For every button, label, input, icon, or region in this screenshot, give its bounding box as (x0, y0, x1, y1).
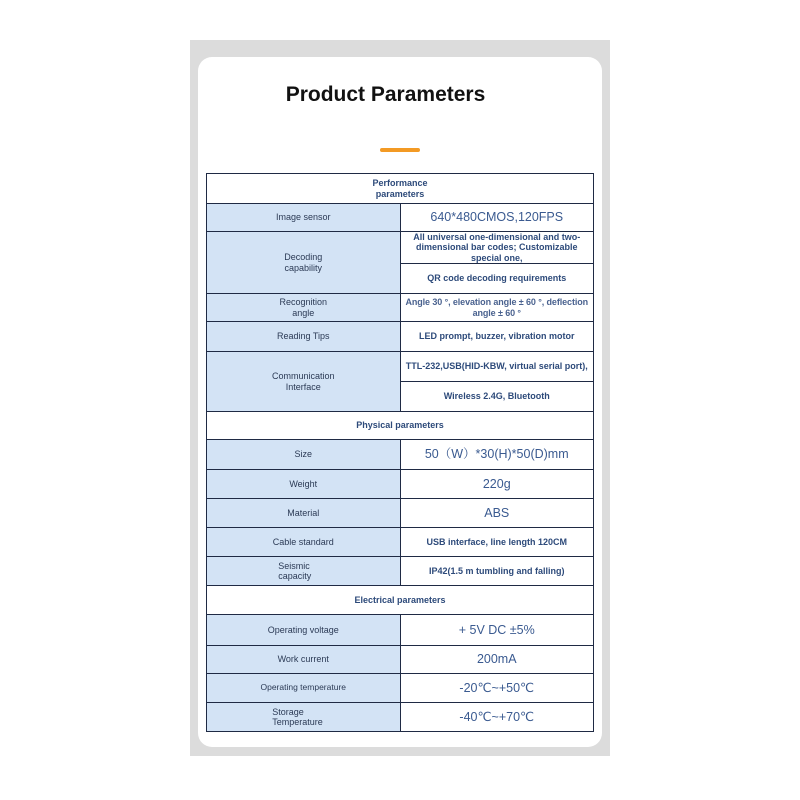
label-seismic-capacity: Seismic capacity (207, 557, 401, 586)
value-storage-temperature: -40℃~+70℃ (400, 703, 594, 732)
label-weight: Weight (207, 470, 401, 499)
table-row (207, 232, 594, 264)
table-row (207, 470, 594, 499)
value-size: 50（W）*30(H)*50(D)mm (400, 440, 594, 470)
value-material: ABS (400, 499, 594, 528)
table-row (207, 294, 594, 322)
section-header-performance: Performance parameters (207, 174, 594, 204)
value-operating-voltage: + 5V DC ±5% (400, 615, 594, 646)
table-row (207, 322, 594, 352)
label-communication-interface: Communication Interface (207, 352, 401, 412)
title-underline-accent (380, 148, 420, 152)
label-cable-standard: Cable standard (207, 528, 401, 557)
value-communication-line-1: TTL-232,USB(HID-KBW, virtual serial port), (400, 352, 594, 382)
table-row (207, 615, 594, 646)
value-cable-standard: USB interface, line length 120CM (400, 528, 594, 557)
label-storage-temperature: Storage Temperature (207, 703, 401, 732)
value-image-sensor: 640*480CMOS,120FPS (400, 204, 594, 232)
table-row (207, 352, 594, 382)
table-row (207, 674, 594, 703)
table-row (207, 646, 594, 674)
table-row (207, 528, 594, 557)
label-recognition-angle: Recognition angle (207, 294, 401, 322)
label-material: Material (207, 499, 401, 528)
table-row (207, 499, 594, 528)
label-decoding-capability: Decoding capability (207, 232, 401, 294)
section-row-physical (207, 412, 594, 440)
value-operating-temperature: -20℃~+50℃ (400, 674, 594, 703)
value-communication-line-2: Wireless 2.4G, Bluetooth (400, 382, 594, 412)
value-reading-tips: LED prompt, buzzer, vibration motor (400, 322, 594, 352)
value-recognition-angle: Angle 30 °, elevation angle ± 60 °, deflection angle ± 60 ° (400, 294, 594, 322)
value-work-current: 200mA (400, 646, 594, 674)
value-seismic-capacity: IP42(1.5 m tumbling and falling) (400, 557, 594, 586)
section-header-physical: Physical parameters (207, 412, 594, 440)
label-operating-voltage: Operating voltage (207, 615, 401, 646)
label-reading-tips: Reading Tips (207, 322, 401, 352)
page-title: Product Parameters (285, 83, 486, 106)
section-row-electrical (207, 586, 594, 615)
table-row (207, 440, 594, 470)
section-header-electrical: Electrical parameters (207, 586, 594, 615)
table-row (207, 557, 594, 586)
label-size: Size (207, 440, 401, 470)
label-image-sensor: Image sensor (207, 204, 401, 232)
label-operating-temperature: Operating temperature (207, 674, 401, 703)
value-decoding-line-1: All universal one-dimensional and two-dimensional bar codes; Customizable special one, (400, 232, 594, 264)
value-weight: 220g (400, 470, 594, 499)
value-decoding-line-2: QR code decoding requirements (400, 264, 594, 294)
parameters-table (206, 173, 594, 732)
section-row-performance (207, 174, 594, 204)
label-work-current: Work current (207, 646, 401, 674)
table-row (207, 204, 594, 232)
table-row (207, 703, 594, 732)
